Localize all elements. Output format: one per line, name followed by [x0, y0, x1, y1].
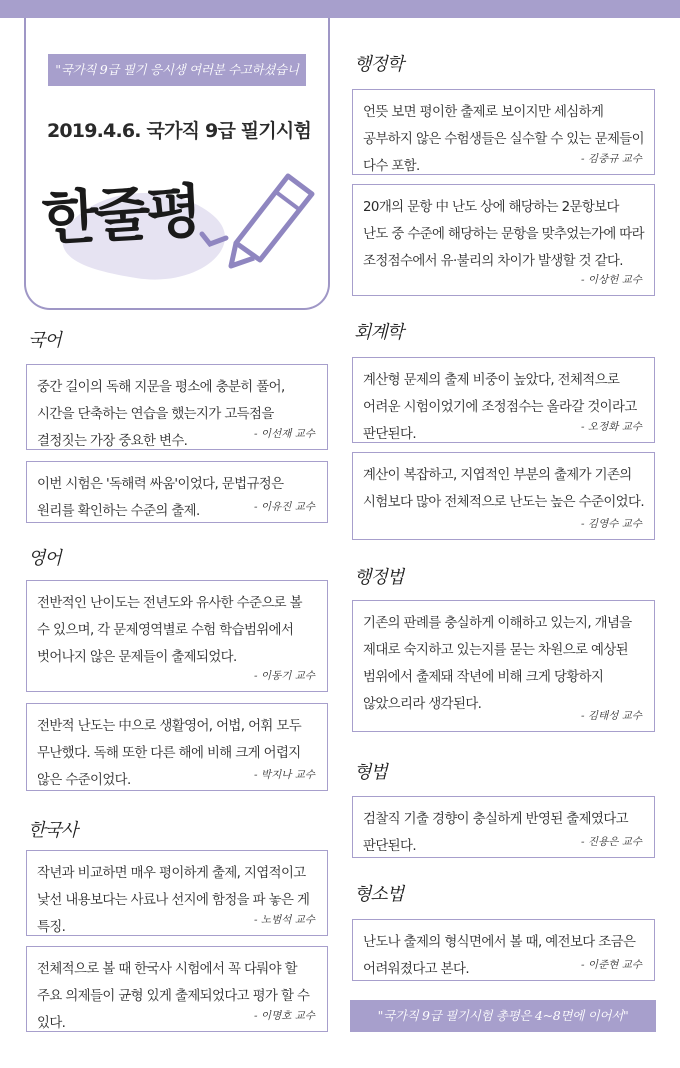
review-card: [26, 461, 328, 523]
hero-box: [24, 18, 330, 310]
section-title-korean-history: 한국사: [28, 820, 78, 841]
top-bar: [0, 0, 680, 18]
review-card: [26, 703, 328, 791]
review-card: [352, 89, 655, 175]
review-text: 전체적으로 볼 때 한국사 시험에서 꼭 다뤄야 할 주요 의제들이 균형 있게 출제되었다고 평가 할 수 있다.: [37, 962, 310, 1031]
review-text: 20개의 문항 中 난도 상에 해당하는 2문항보다 난도 중 수준에 해당하는 문항을 맞추었는가에 따라 조정점수에서 유·불리의 차이가 발생할 것 같다.: [363, 200, 644, 269]
review-card: [26, 850, 328, 936]
review-card: [26, 364, 328, 450]
hero-big-text: 한줄평: [40, 176, 201, 254]
review-text: 난도나 출제의 형식면에서 볼 때, 예전보다 조금은 어려워졌다고 본다.: [363, 935, 636, 977]
review-text: 전반적인 난이도는 전년도와 유사한 수준으로 볼 수 있으며, 각 문제영역별로 수험 학습범위에서 벗어나지 않은 문제들이 출제되었다.: [37, 596, 302, 665]
reviewer-sign: - 이유진 교수: [254, 501, 315, 513]
reviewer-sign: - 이상헌 교수: [581, 274, 642, 286]
review-text: 계산이 복잡하고, 지엽적인 부분의 출제가 기존의 시험보다 많아 전체적으로 난도는 높은 수준이었다.: [363, 468, 644, 510]
review-text: 언뜻 보면 평이한 출제로 보이지만 세심하게 공부하지 않은 수험생들은 실수할 수 있는 문제들이 다수 포함.: [363, 105, 644, 174]
reviewer-sign: - 이선재 교수: [254, 428, 315, 440]
review-card: [352, 796, 655, 858]
hero-quote-banner: "국가직 9급 필기 응시생 여러분 수고하셨습니다!": [48, 54, 306, 86]
section-title-accounting: 회계학: [354, 322, 404, 343]
reviewer-sign: - 김중규 교수: [581, 153, 642, 165]
review-text: 전반적 난도는 中으로 생활영어, 어법, 어휘 모두 무난했다. 독해 또한 다른 해에 비해 크게 어렵지 않은 수준이었다.: [37, 719, 302, 788]
section-title-korean: 국어: [28, 330, 61, 351]
section-title-criminal-procedure: 형소법: [354, 884, 404, 905]
section-title-criminal-law: 형법: [354, 762, 387, 783]
section-title-public-admin: 행정학: [354, 54, 404, 75]
review-text: 작년과 비교하면 매우 평이하게 출제, 지엽적이고 낯선 내용보다는 사료나 선지에 함정을 파 놓은 게 특징.: [37, 866, 310, 935]
continuation-banner: "국가직 9급 필기시험 총평은 4~8면에 이어서": [350, 1000, 656, 1032]
reviewer-sign: - 진용은 교수: [581, 836, 642, 848]
review-text: 기존의 판례를 충실하게 이해하고 있는지, 개념을 제대로 숙지하고 있는지를 묻는 차원으로 예상된 범위에서 출제돼 작년에 비해 크게 당황하지 않았으리라 생각된다.: [363, 616, 632, 712]
reviewer-sign: - 이준현 교수: [581, 959, 642, 971]
review-card: [352, 600, 655, 732]
review-text: 중간 길이의 독해 지문을 평소에 충분히 풀어, 시간을 단축하는 연습을 했는지가 고득점을 결정짓는 가장 중요한 변수.: [37, 380, 285, 449]
review-text: 이번 시험은 '독해력 싸움'이었다, 문법규정은 원리를 확인하는 수준의 출제.: [37, 477, 284, 519]
review-card: [352, 357, 655, 443]
reviewer-sign: - 김영수 교수: [581, 518, 642, 530]
reviewer-sign: - 오정화 교수: [581, 421, 642, 433]
review-card: [352, 919, 655, 981]
review-card: [26, 946, 328, 1032]
review-card: [26, 580, 328, 692]
reviewer-sign: - 김태성 교수: [581, 710, 642, 722]
review-text: 계산형 문제의 출제 비중이 높았다, 전체적으로 어려운 시험이었기에 조정점수는 올라갈 것이라고 판단된다.: [363, 373, 637, 442]
reviewer-sign: - 박지나 교수: [254, 769, 315, 781]
review-card: [352, 452, 655, 540]
reviewer-sign: - 이동기 교수: [254, 670, 315, 682]
reviewer-sign: - 이명호 교수: [254, 1010, 315, 1022]
hero-title: 2019.4.6. 국가직 9급 필기시험: [46, 120, 312, 142]
section-title-admin-law: 행정법: [354, 567, 404, 588]
section-title-english: 영어: [28, 548, 61, 569]
reviewer-sign: - 노범석 교수: [254, 914, 315, 926]
review-text: 검찰직 기출 경향이 충실하게 반영된 출제였다고 판단된다.: [363, 812, 628, 854]
review-card: [352, 184, 655, 296]
